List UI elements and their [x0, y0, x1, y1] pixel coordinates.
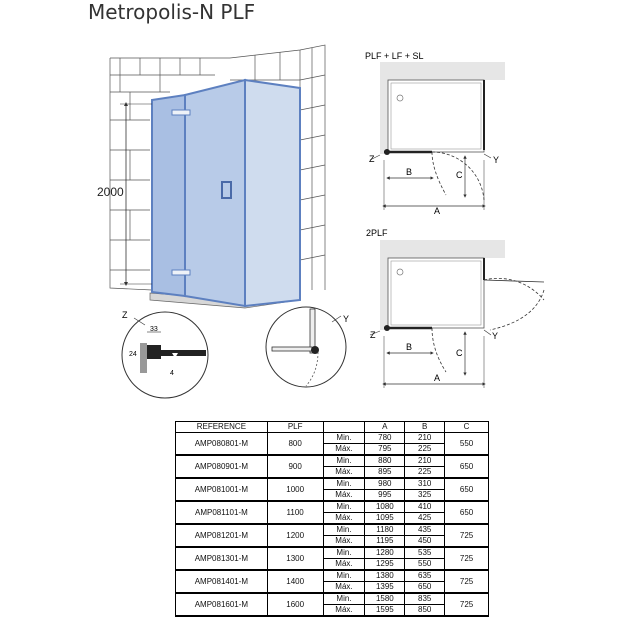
- plan-top-c: C: [456, 170, 463, 180]
- c-cell: 650: [445, 501, 489, 524]
- plan-bottom-a: A: [434, 373, 441, 383]
- table-row: [176, 547, 489, 559]
- b-min-cell: 410: [405, 501, 445, 513]
- b-max-cell: 550: [405, 559, 445, 571]
- height-label: 2000: [97, 185, 124, 199]
- reference-cell: AMP081301-M: [176, 547, 268, 570]
- detail-z-circle: [122, 310, 208, 398]
- a-max-cell: 895: [365, 467, 405, 479]
- table-row: [176, 524, 489, 536]
- header-a: A: [365, 422, 405, 433]
- header-reference: REFERENCE: [176, 422, 268, 433]
- min-label-cell: Min.: [323, 570, 365, 582]
- a-max-cell: 995: [365, 490, 405, 502]
- spec-header-row: [176, 422, 489, 433]
- a-min-cell: 1080: [365, 501, 405, 513]
- c-cell: 725: [445, 524, 489, 547]
- max-label-cell: Máx.: [323, 513, 365, 525]
- max-label-cell: Máx.: [323, 444, 365, 456]
- max-label-cell: Máx.: [323, 582, 365, 594]
- plf-cell: 1200: [267, 524, 323, 547]
- min-label-cell: Min.: [323, 433, 365, 444]
- plan-bottom-b: B: [406, 342, 413, 352]
- detail-33-label: 33: [150, 326, 158, 333]
- spec-table: [175, 421, 489, 617]
- c-cell: 650: [445, 478, 489, 501]
- plan-top-caption: PLF + LF + SL: [365, 51, 424, 61]
- max-label-cell: Máx.: [323, 467, 365, 479]
- plan-bottom-c: C: [456, 348, 463, 358]
- a-max-cell: 795: [365, 444, 405, 456]
- page-title: Metropolis-N PLF: [88, 0, 256, 24]
- detail-y-circle: [266, 307, 349, 387]
- table-row: [176, 455, 489, 467]
- plan-bottom: [366, 228, 544, 388]
- table-row: [176, 570, 489, 582]
- c-cell: 725: [445, 570, 489, 593]
- reference-cell: AMP081001-M: [176, 478, 268, 501]
- table-row: [176, 501, 489, 513]
- plf-cell: 800: [267, 433, 323, 456]
- table-row: [176, 478, 489, 490]
- a-min-cell: 980: [365, 478, 405, 490]
- b-max-cell: 850: [405, 605, 445, 617]
- a-min-cell: 1280: [365, 547, 405, 559]
- header-c: C: [445, 422, 489, 433]
- reference-cell: AMP081601-M: [176, 593, 268, 616]
- plf-cell: 1600: [267, 593, 323, 616]
- max-label-cell: Máx.: [323, 559, 365, 571]
- a-max-cell: 1095: [365, 513, 405, 525]
- plan-bottom-y: Y: [492, 331, 499, 341]
- b-min-cell: 535: [405, 547, 445, 559]
- c-cell: 550: [445, 433, 489, 456]
- min-label-cell: Min.: [323, 478, 365, 490]
- c-cell: 725: [445, 593, 489, 616]
- plan-bottom-z: Z: [370, 330, 376, 340]
- a-max-cell: 1195: [365, 536, 405, 548]
- b-max-cell: 225: [405, 444, 445, 456]
- plan-top-b: B: [406, 167, 413, 177]
- plf-cell: 1000: [267, 478, 323, 501]
- plf-cell: 1100: [267, 501, 323, 524]
- b-max-cell: 425: [405, 513, 445, 525]
- max-label-cell: Máx.: [323, 536, 365, 548]
- b-max-cell: 325: [405, 490, 445, 502]
- b-min-cell: 210: [405, 455, 445, 467]
- reference-cell: AMP080901-M: [176, 455, 268, 478]
- min-label-cell: Min.: [323, 593, 365, 605]
- max-label-cell: Máx.: [323, 605, 365, 617]
- detail-z-label: Z: [122, 310, 128, 320]
- header-plf: PLF: [267, 422, 323, 433]
- plan-top-z: Z: [369, 154, 375, 164]
- b-max-cell: 650: [405, 582, 445, 594]
- a-min-cell: 880: [365, 455, 405, 467]
- plf-cell: 900: [267, 455, 323, 478]
- reference-cell: AMP080801-M: [176, 433, 268, 456]
- header-blank: [323, 422, 365, 433]
- a-min-cell: 780: [365, 433, 405, 444]
- shower-3d-view: [97, 45, 325, 308]
- a-min-cell: 1180: [365, 524, 405, 536]
- c-cell: 725: [445, 547, 489, 570]
- reference-cell: AMP081101-M: [176, 501, 268, 524]
- b-max-cell: 450: [405, 536, 445, 548]
- a-min-cell: 1580: [365, 593, 405, 605]
- plan-top-y: Y: [493, 155, 500, 165]
- plan-top-a: A: [434, 206, 441, 216]
- header-b: B: [405, 422, 445, 433]
- c-cell: 650: [445, 455, 489, 478]
- max-label-cell: Máx.: [323, 490, 365, 502]
- min-label-cell: Min.: [323, 524, 365, 536]
- min-label-cell: Min.: [323, 501, 365, 513]
- plan-top: [365, 51, 505, 216]
- b-min-cell: 835: [405, 593, 445, 605]
- plan-bottom-caption: 2PLF: [366, 228, 388, 238]
- a-max-cell: 1595: [365, 605, 405, 617]
- table-row: [176, 433, 489, 444]
- min-label-cell: Min.: [323, 547, 365, 559]
- plf-cell: 1300: [267, 547, 323, 570]
- reference-cell: AMP081201-M: [176, 524, 268, 547]
- b-min-cell: 435: [405, 524, 445, 536]
- detail-4-label: 4: [170, 370, 174, 377]
- a-max-cell: 1395: [365, 582, 405, 594]
- min-label-cell: Min.: [323, 455, 365, 467]
- b-min-cell: 635: [405, 570, 445, 582]
- b-max-cell: 225: [405, 467, 445, 479]
- a-max-cell: 1295: [365, 559, 405, 571]
- b-min-cell: 210: [405, 433, 445, 444]
- detail-24-label: 24: [129, 351, 137, 358]
- table-row: [176, 593, 489, 605]
- a-min-cell: 1380: [365, 570, 405, 582]
- reference-cell: AMP081401-M: [176, 570, 268, 593]
- plf-cell: 1400: [267, 570, 323, 593]
- b-min-cell: 310: [405, 478, 445, 490]
- detail-y-label: Y: [343, 314, 350, 324]
